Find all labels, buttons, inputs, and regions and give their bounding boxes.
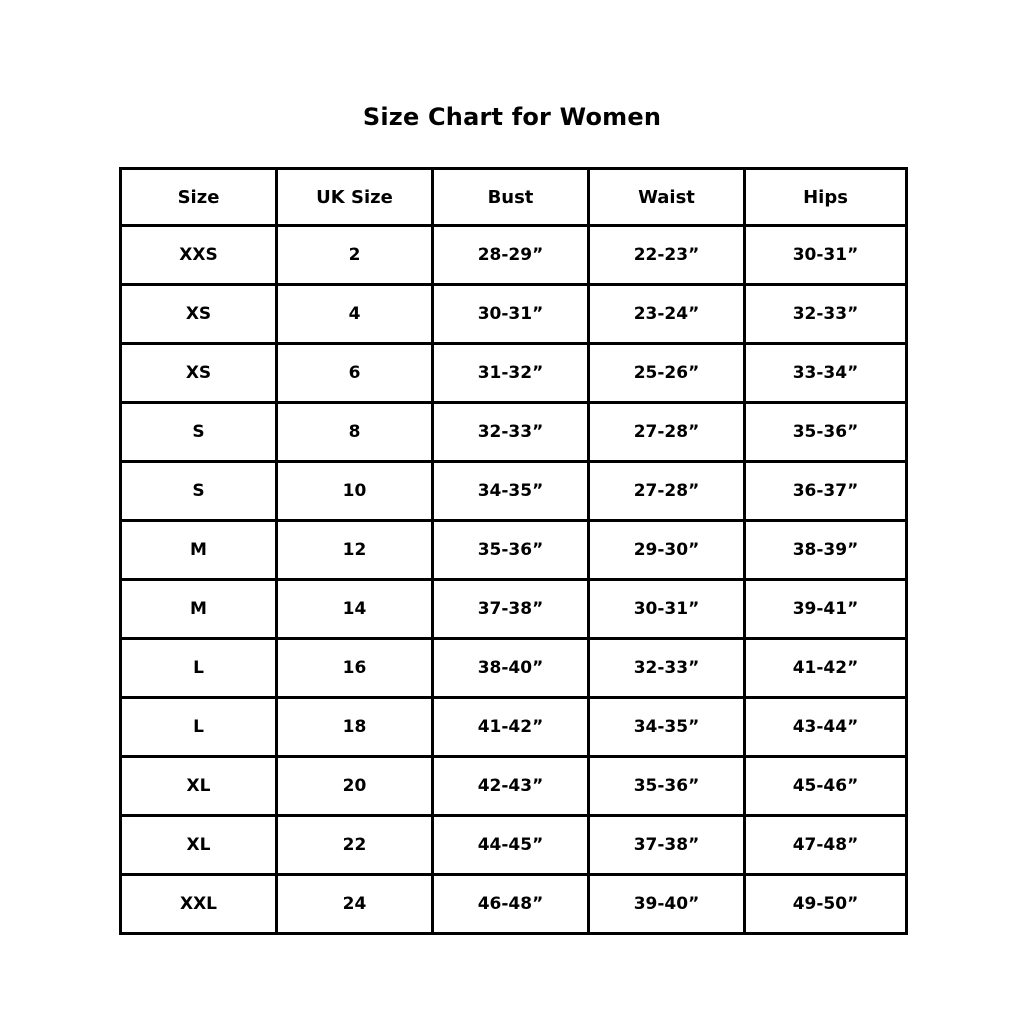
cell-bust: 34-35” bbox=[433, 462, 589, 521]
cell-waist: 27-28” bbox=[589, 403, 745, 462]
cell-size: M bbox=[121, 521, 277, 580]
table-row bbox=[121, 285, 907, 344]
cell-size: S bbox=[121, 403, 277, 462]
table-row bbox=[121, 462, 907, 521]
column-header-waist: Waist bbox=[589, 169, 745, 226]
cell-uk: 4 bbox=[277, 285, 433, 344]
cell-hips: 32-33” bbox=[745, 285, 907, 344]
table-row bbox=[121, 698, 907, 757]
cell-uk: 22 bbox=[277, 816, 433, 875]
cell-bust: 41-42” bbox=[433, 698, 589, 757]
cell-hips: 43-44” bbox=[745, 698, 907, 757]
cell-hips: 47-48” bbox=[745, 816, 907, 875]
cell-hips: 35-36” bbox=[745, 403, 907, 462]
column-header-size: Size bbox=[121, 169, 277, 226]
table-row bbox=[121, 816, 907, 875]
cell-hips: 39-41” bbox=[745, 580, 907, 639]
cell-waist: 37-38” bbox=[589, 816, 745, 875]
table-body bbox=[121, 226, 907, 934]
table-header-row bbox=[121, 169, 907, 226]
column-header-bust: Bust bbox=[433, 169, 589, 226]
cell-bust: 37-38” bbox=[433, 580, 589, 639]
cell-size: XL bbox=[121, 816, 277, 875]
table-row bbox=[121, 226, 907, 285]
cell-bust: 30-31” bbox=[433, 285, 589, 344]
cell-uk: 10 bbox=[277, 462, 433, 521]
table-row bbox=[121, 521, 907, 580]
cell-uk: 24 bbox=[277, 875, 433, 934]
cell-waist: 23-24” bbox=[589, 285, 745, 344]
table-row bbox=[121, 403, 907, 462]
size-chart-table-wrapper bbox=[119, 167, 905, 935]
cell-waist: 39-40” bbox=[589, 875, 745, 934]
cell-uk: 16 bbox=[277, 639, 433, 698]
cell-uk: 12 bbox=[277, 521, 433, 580]
cell-waist: 25-26” bbox=[589, 344, 745, 403]
cell-bust: 44-45” bbox=[433, 816, 589, 875]
cell-bust: 42-43” bbox=[433, 757, 589, 816]
cell-hips: 30-31” bbox=[745, 226, 907, 285]
cell-uk: 8 bbox=[277, 403, 433, 462]
cell-size: S bbox=[121, 462, 277, 521]
cell-waist: 32-33” bbox=[589, 639, 745, 698]
cell-waist: 29-30” bbox=[589, 521, 745, 580]
table-row bbox=[121, 757, 907, 816]
cell-size: XXL bbox=[121, 875, 277, 934]
column-header-uk-size: UK Size bbox=[277, 169, 433, 226]
cell-bust: 35-36” bbox=[433, 521, 589, 580]
cell-size: L bbox=[121, 639, 277, 698]
cell-uk: 2 bbox=[277, 226, 433, 285]
cell-hips: 45-46” bbox=[745, 757, 907, 816]
cell-hips: 41-42” bbox=[745, 639, 907, 698]
cell-uk: 14 bbox=[277, 580, 433, 639]
table-row bbox=[121, 580, 907, 639]
cell-size: L bbox=[121, 698, 277, 757]
size-chart-table bbox=[119, 167, 908, 935]
table-row bbox=[121, 639, 907, 698]
cell-waist: 30-31” bbox=[589, 580, 745, 639]
cell-bust: 46-48” bbox=[433, 875, 589, 934]
cell-size: XS bbox=[121, 285, 277, 344]
cell-size: XL bbox=[121, 757, 277, 816]
cell-size: XS bbox=[121, 344, 277, 403]
cell-hips: 33-34” bbox=[745, 344, 907, 403]
cell-hips: 36-37” bbox=[745, 462, 907, 521]
table-row bbox=[121, 875, 907, 934]
cell-waist: 34-35” bbox=[589, 698, 745, 757]
cell-uk: 18 bbox=[277, 698, 433, 757]
page-title: Size Chart for Women bbox=[362, 103, 662, 131]
cell-bust: 38-40” bbox=[433, 639, 589, 698]
cell-hips: 49-50” bbox=[745, 875, 907, 934]
cell-uk: 20 bbox=[277, 757, 433, 816]
table-header bbox=[121, 169, 907, 226]
cell-hips: 38-39” bbox=[745, 521, 907, 580]
cell-bust: 32-33” bbox=[433, 403, 589, 462]
cell-waist: 22-23” bbox=[589, 226, 745, 285]
cell-bust: 28-29” bbox=[433, 226, 589, 285]
table-row bbox=[121, 344, 907, 403]
cell-waist: 35-36” bbox=[589, 757, 745, 816]
cell-uk: 6 bbox=[277, 344, 433, 403]
cell-waist: 27-28” bbox=[589, 462, 745, 521]
column-header-hips: Hips bbox=[745, 169, 907, 226]
cell-bust: 31-32” bbox=[433, 344, 589, 403]
cell-size: XXS bbox=[121, 226, 277, 285]
cell-size: M bbox=[121, 580, 277, 639]
